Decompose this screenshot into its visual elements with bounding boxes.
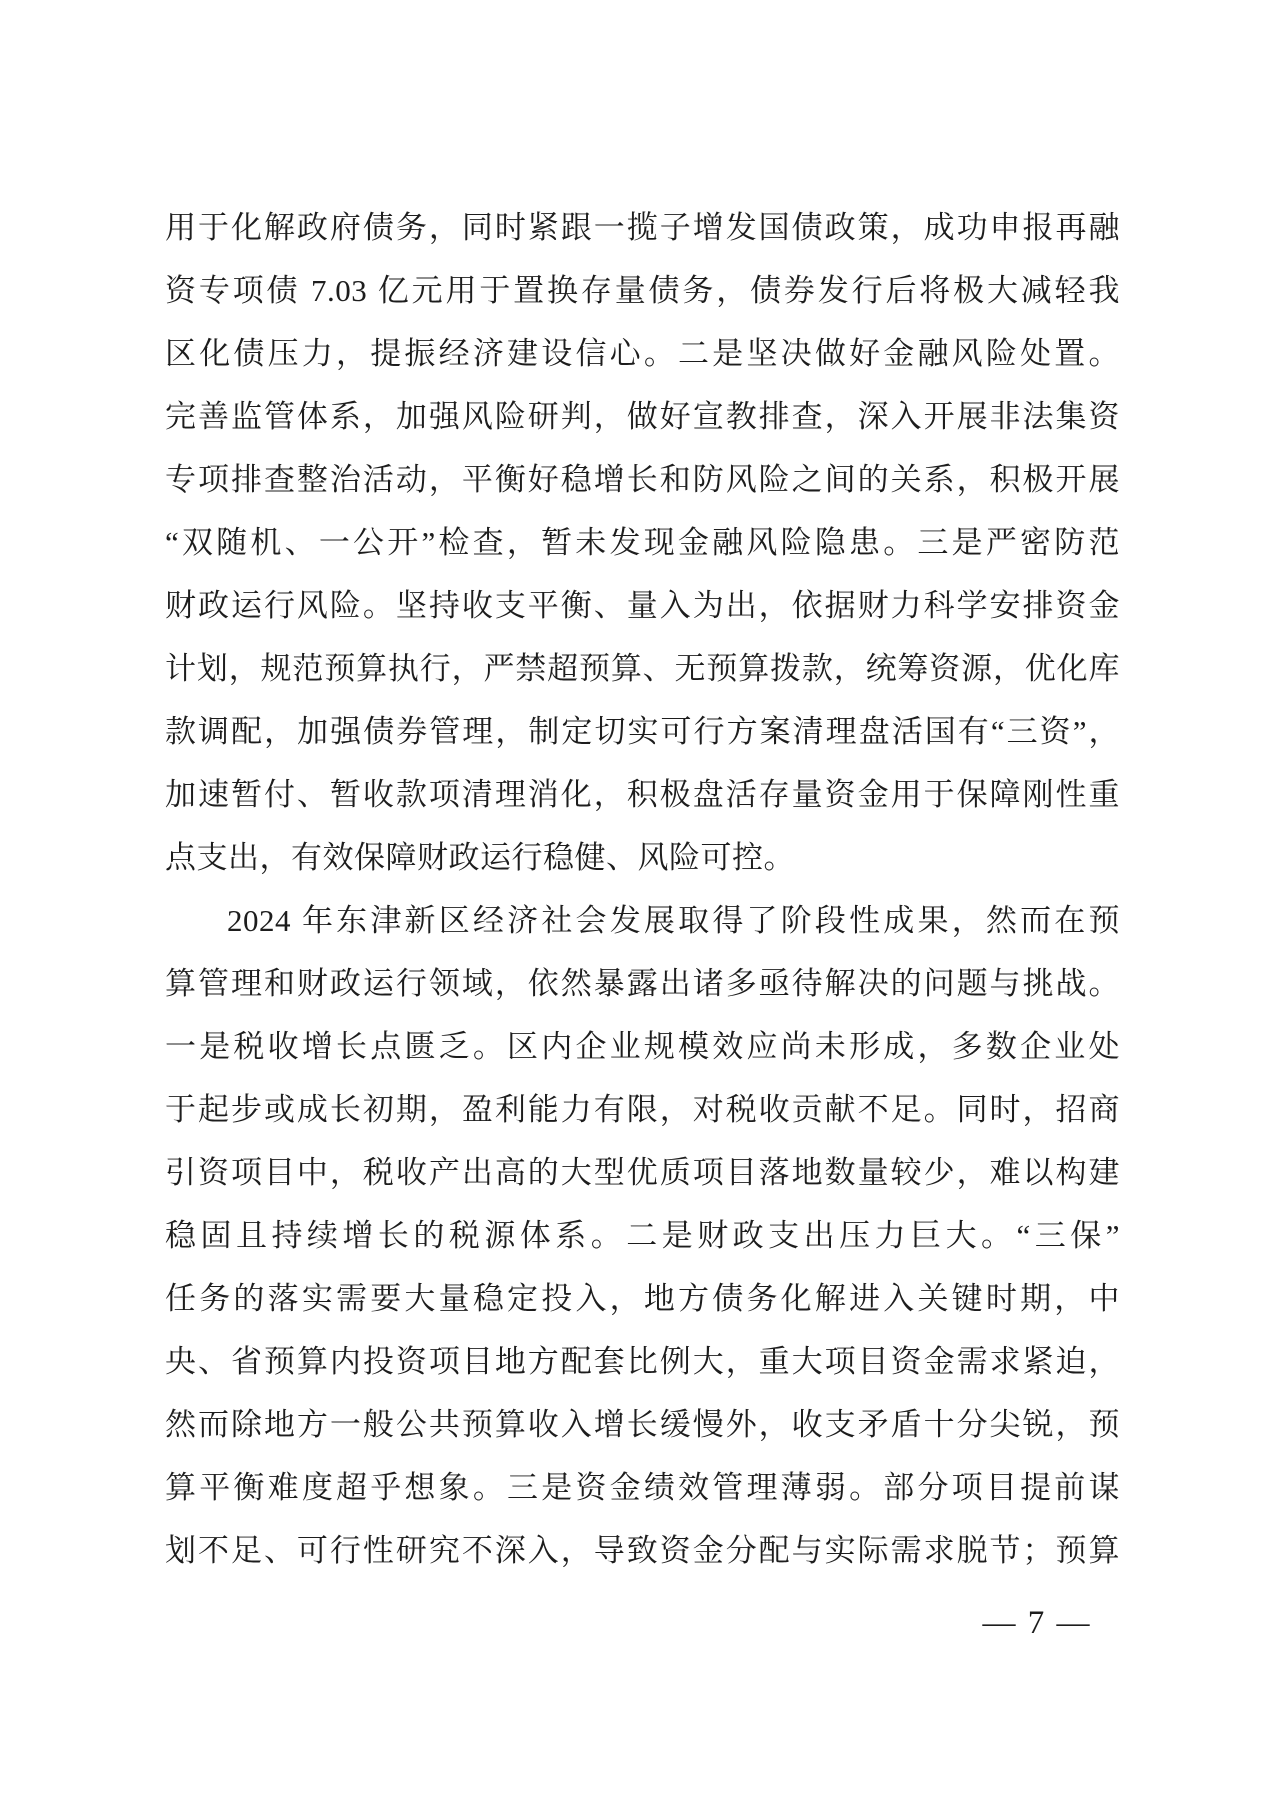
body-text	[165, 196, 1120, 1582]
text-line: 算平衡难度超乎想象。三是资金绩效管理薄弱。部分项目提前谋	[165, 1470, 1120, 1505]
text-line: 点支出，有效保障财政运行稳健、风险可控。	[165, 840, 795, 875]
text-line: 引资项目中，税收产出高的大型优质项目落地数量较少，难以构建	[165, 1155, 1120, 1190]
text-line: 资专项债 7.03 亿元用于置换存量债务，债券发行后将极大减轻我	[165, 273, 1120, 308]
text-line: 央、省预算内投资项目地方配套比例大，重大项目资金需求紧迫，	[165, 1344, 1120, 1379]
text-line: 划不足、可行性研究不深入，导致资金分配与实际需求脱节；预算	[165, 1533, 1120, 1568]
text-line: 计划，规范预算执行，严禁超预算、无预算拨款，统筹资源，优化库	[165, 651, 1120, 686]
text-line: 一是税收增长点匮乏。区内企业规模效应尚未形成，多数企业处	[165, 1029, 1120, 1064]
page-number: — 7 —	[982, 1605, 1092, 1641]
paragraph-1	[165, 196, 1120, 889]
text-line: 财政运行风险。坚持收支平衡、量入为出，依据财力科学安排资金	[165, 588, 1120, 623]
text-line: 然而除地方一般公共预算收入增长缓慢外，收支矛盾十分尖锐，预	[165, 1407, 1120, 1442]
text-line: 用于化解政府债务，同时紧跟一揽子增发国债政策，成功申报再融	[165, 210, 1120, 245]
text-line: 于起步或成长初期，盈利能力有限，对税收贡献不足。同时，招商	[165, 1092, 1120, 1127]
text-line: 专项排查整治活动，平衡好稳增长和防风险之间的关系，积极开展	[165, 462, 1120, 497]
text-line: 区化债压力，提振经济建设信心。二是坚决做好金融风险处置。	[165, 336, 1120, 371]
text-line: “双随机、一公开”检查，暂未发现金融风险隐患。三是严密防范	[165, 525, 1120, 560]
text-line: 稳固且持续增长的税源体系。二是财政支出压力巨大。“三保”	[165, 1218, 1120, 1253]
text-line: 加速暂付、暂收款项清理消化，积极盘活存量资金用于保障刚性重	[165, 777, 1120, 812]
text-line: 款调配，加强债券管理，制定切实可行方案清理盘活国有“三资”，	[165, 714, 1120, 749]
text-line: 任务的落实需要大量稳定投入，地方债务化解进入关键时期，中	[165, 1281, 1120, 1316]
text-line: 2024 年东津新区经济社会发展取得了阶段性成果，然而在预	[227, 903, 1120, 938]
paragraph-2	[165, 889, 1120, 1582]
text-line: 完善监管体系，加强风险研判，做好宣教排查，深入开展非法集资	[165, 399, 1120, 434]
text-line: 算管理和财政运行领域，依然暴露出诸多亟待解决的问题与挑战。	[165, 966, 1120, 1001]
